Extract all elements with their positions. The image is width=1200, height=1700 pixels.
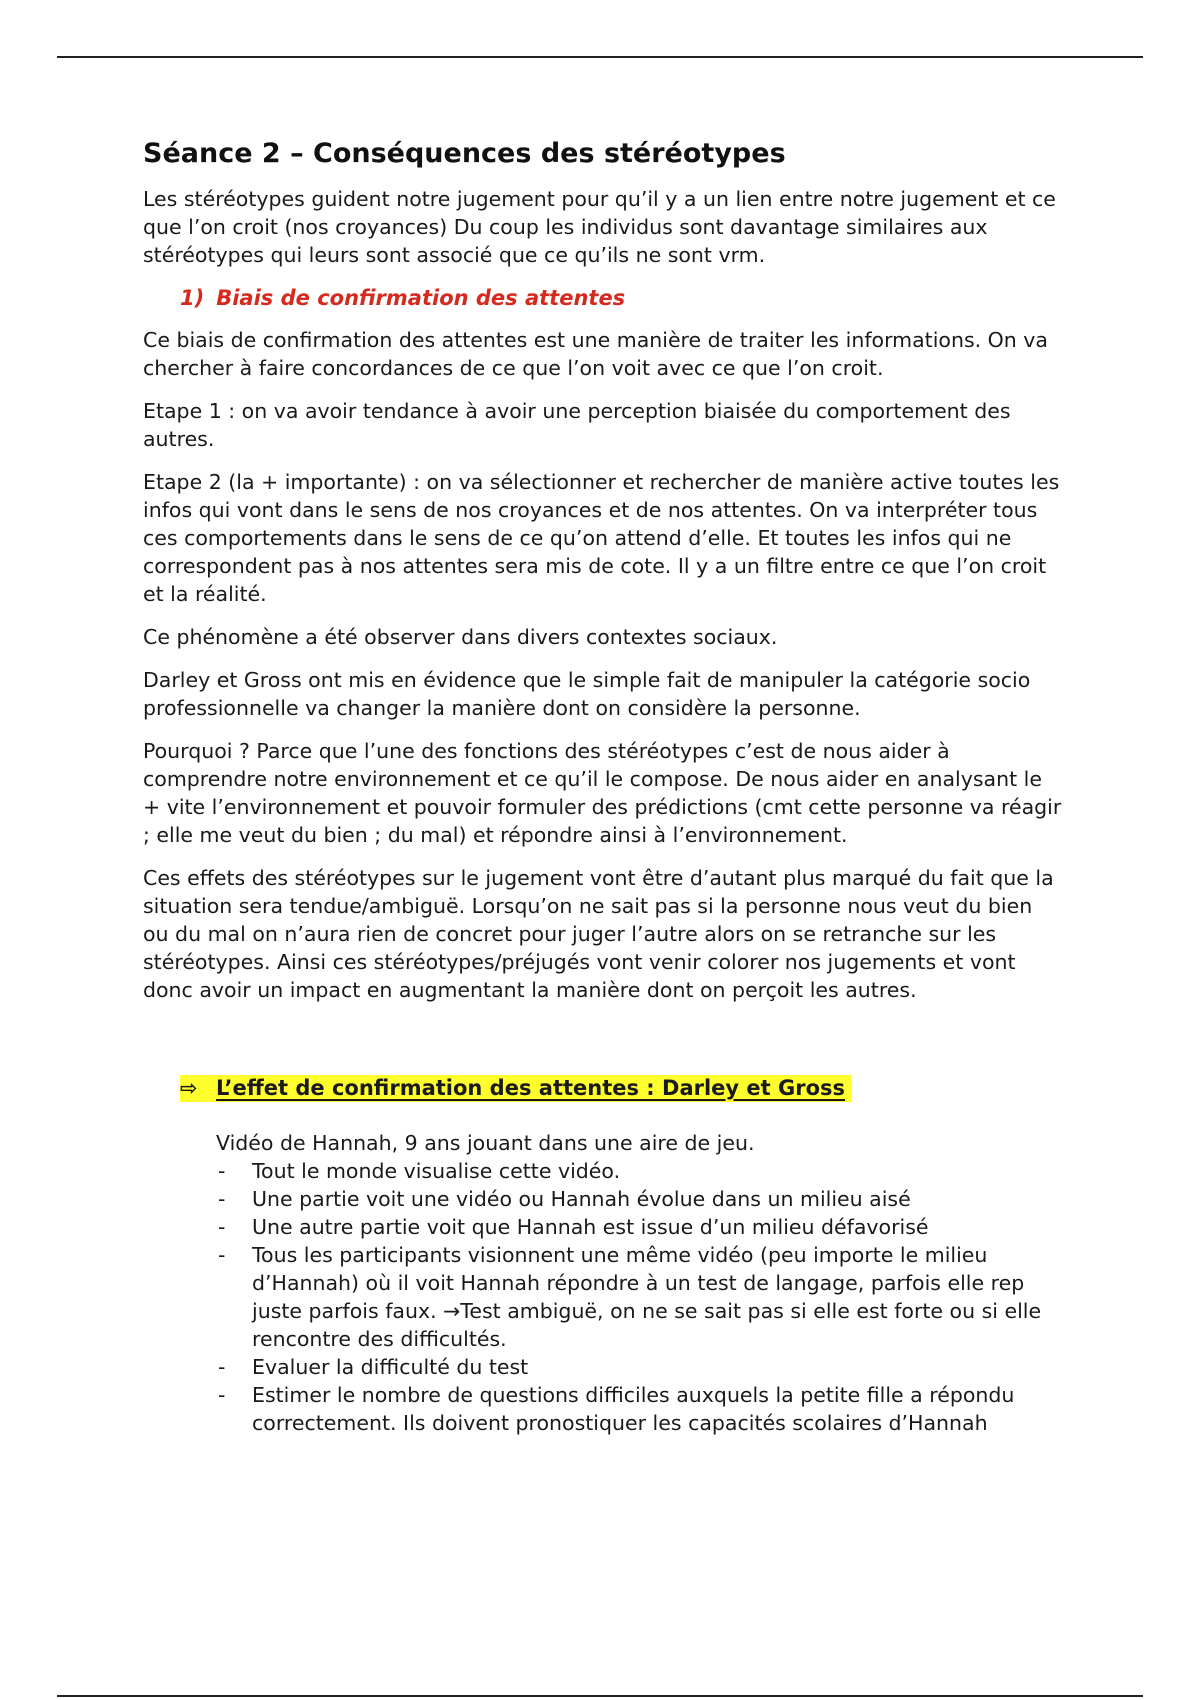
paragraph-phenomene: Ce phénomène a été observer dans divers contextes sociaux. xyxy=(143,625,778,649)
paragraph-etape-1: Etape 1 : on va avoir tendance à avoir une perception biaisée du comportement des autres. xyxy=(143,399,1011,451)
bullet-dash: - xyxy=(218,1355,226,1379)
paragraph-darley-gross: Darley et Gross ont mis en évidence que le simple fait de manipuler la catégorie socio professionnelle va changer la manière dont on considère la personne. xyxy=(143,668,1031,720)
list-item-text: Une autre partie voit que Hannah est issue d’un milieu défavorisé xyxy=(252,1215,929,1239)
list-item xyxy=(216,1213,1063,1241)
bullet-dash: - xyxy=(218,1159,226,1183)
study-bullet-list xyxy=(216,1157,1063,1437)
paragraph-biais: Ce biais de confirmation des attentes est une manière de traiter les informations. On va chercher à faire concordances de ce que l’on voit avec ce que l’on croit. xyxy=(143,328,1048,380)
study-block xyxy=(216,1129,1063,1437)
bullet-dash: - xyxy=(218,1187,226,1211)
footer-rule xyxy=(57,1695,1143,1697)
paragraph-etape-2: Etape 2 (la + importante) : on va sélectionner et rechercher de manière active toutes les infos qui vont dans le sens de nos croyances et de nos attentes. On va interpréter tous ces comportements dans le sens de ce qu’on attend d’elle. Et toutes les infos qui ne correspondent pas à nos attentes sera mis de cote. Il y a un filtre entre ce que l’on croit et la réalité. xyxy=(143,470,1060,606)
list-item xyxy=(216,1353,1063,1381)
paragraph-effets: Ces effets des stéréotypes sur le jugement vont être d’autant plus marqué du fait que la situation sera tendue/ambiguë. Lorsqu’on ne sait pas si la personne nous veut du bien ou du mal on n’aura rien de concret pour juger l’autre alors on se retranche sur les stéréotypes. Ainsi ces stéréotypes/préjugés vont venir colorer nos jugements et vont donc avoir un impact en augmentant la manière dont on perçoit les autres. xyxy=(143,866,1054,1002)
bullet-dash: - xyxy=(218,1383,226,1407)
section-title: Biais de confirmation des attentes xyxy=(216,286,626,310)
bullet-dash: - xyxy=(218,1215,226,1239)
list-item xyxy=(216,1381,1063,1437)
header-rule xyxy=(57,56,1143,58)
spacer xyxy=(143,1019,1063,1073)
list-item xyxy=(216,1157,1063,1185)
document-body xyxy=(143,136,1063,1437)
page-title: Séance 2 – Conséquences des stéréotypes xyxy=(143,138,786,169)
section-number: 1) xyxy=(180,286,205,310)
highlight-marker xyxy=(180,1075,851,1102)
list-item-text: Evaluer la difficulté du test xyxy=(252,1355,529,1379)
list-item-text: Une partie voit une vidéo ou Hannah évolue dans un milieu aisé xyxy=(252,1187,911,1211)
arrow-right-icon: ⇨ xyxy=(180,1076,198,1100)
highlight-heading xyxy=(180,1073,1063,1103)
section-heading-1 xyxy=(180,284,1063,312)
paragraph-pourquoi: Pourquoi ? Parce que l’une des fonctions des stéréotypes c’est de nous aider à comprendre notre environnement et ce qu’il le compose. De nous aider en analysant le + vite l’environnement et pouvoir formuler des prédictions (cmt cette personne va réagir ; elle me veut du bien ; du mal) et répondre ainsi à l’environnement. xyxy=(143,739,1062,847)
list-item-text: Tout le monde visualise cette vidéo. xyxy=(252,1159,621,1183)
list-item-text: Tous les participants visionnent une même vidéo (peu importe le milieu d’Hannah) où il voit Hannah répondre à un test de langage, parfois elle rep juste parfois faux. →Test ambiguë, on ne se sait pas si elle est forte ou si elle rencontre des difficultés. xyxy=(252,1243,1042,1351)
list-item-text: Estimer le nombre de questions difficiles auxquels la petite fille a répondu correctement. Ils doivent pronostiquer les capacités scolaires d’Hannah xyxy=(252,1383,1015,1435)
highlight-text: L’effet de confirmation des attentes : Darley et Gross xyxy=(216,1076,846,1100)
study-intro: Vidéo de Hannah, 9 ans jouant dans une aire de jeu. xyxy=(216,1131,755,1155)
intro-paragraph: Les stéréotypes guident notre jugement pour qu’il y a un lien entre notre jugement et ce que l’on croit (nos croyances) Du coup les individus sont davantage similaires aux stéréotypes qui leurs sont associé que ce qu’ils ne sont vrm. xyxy=(143,187,1056,267)
list-item xyxy=(216,1185,1063,1213)
list-item xyxy=(216,1241,1063,1353)
bullet-dash: - xyxy=(218,1243,226,1267)
